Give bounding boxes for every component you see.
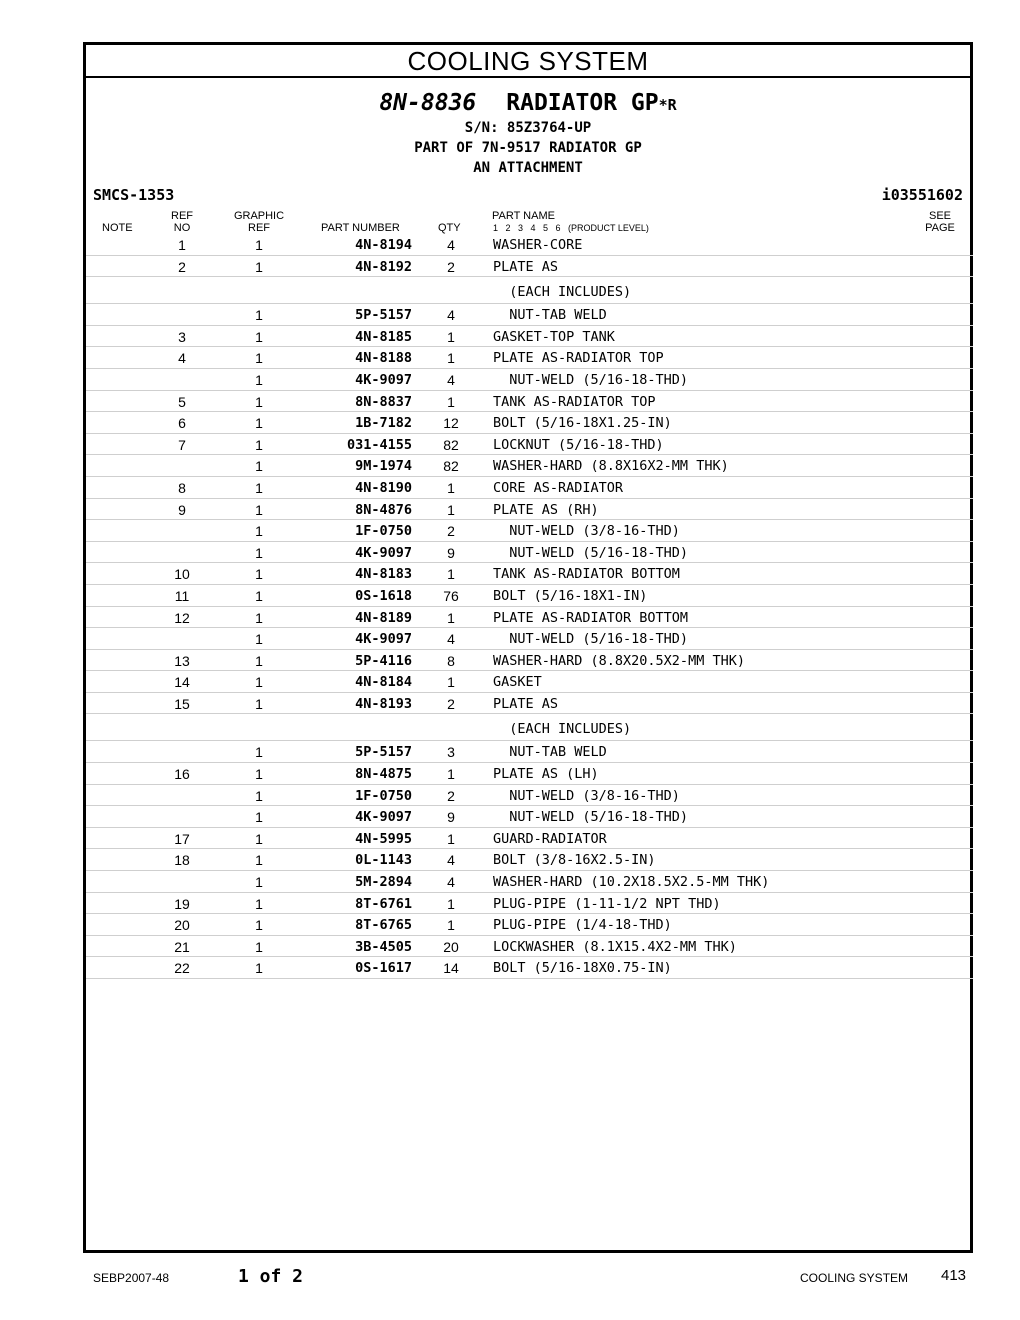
table-row [86,347,973,369]
part-number: 8N-4876 [355,501,412,518]
part-number: 031-4155 [346,436,412,453]
quantity: 2 [447,787,455,804]
part-name: PLATE AS (RH) [493,501,599,518]
illustration-id: i03551602 [881,186,963,204]
quantity: 12 [443,415,459,432]
ref-no: 15 [174,695,190,712]
col-ref-bottom: NO [173,222,191,234]
part-name: (EACH INCLUDES) [493,284,632,301]
graphic-ref: 1 [255,371,263,388]
ref-no: 6 [178,415,186,432]
table-row [86,763,973,785]
ref-no: 2 [178,258,186,275]
table-row [86,741,973,763]
part-number: 4N-5995 [355,830,412,847]
quantity: 1 [447,674,455,691]
ref-no: 18 [174,852,190,869]
graphic-ref: 1 [255,523,263,540]
part-number: 3B-4505 [355,938,412,955]
table-row [86,326,973,348]
table-row [86,828,973,850]
part-number: 5M-2894 [355,874,412,891]
part-number: 4N-8188 [355,350,412,367]
table-row [86,806,973,828]
table-row [86,304,973,326]
parts-table [86,234,973,979]
quantity: 1 [447,328,455,345]
part-name: GASKET [493,674,542,691]
ref-no: 4 [178,350,186,367]
part-number: 1F-0750 [355,523,412,540]
graphic-ref: 1 [255,544,263,561]
part-name: PLATE AS [493,695,559,712]
part-name: PLATE AS (LH) [493,766,599,783]
quantity: 4 [447,237,455,253]
part-name: WASHER-HARD (8.8X20.5X2-MM THK) [493,652,745,669]
part-number: 8N-8837 [355,393,412,410]
ref-no: 8 [178,479,186,496]
table-row [86,256,973,278]
quantity: 4 [447,874,455,891]
ref-no: 3 [178,328,186,345]
ref-no: 11 [174,587,190,604]
part-name: BOLT (5/16-18X1-IN) [493,587,648,604]
part-name: WASHER-CORE [493,237,583,253]
table-row [86,849,973,871]
ref-no: 13 [174,652,190,669]
col-ref-top: REF [171,210,193,222]
quantity: 4 [447,631,455,648]
ref-no: 21 [174,938,190,955]
part-name: NUT-WELD (5/16-18-THD) [493,544,689,561]
part-number: 0L-1143 [355,852,412,869]
part-name: BOLT (5/16-18X1.25-IN) [493,415,672,432]
ref-no: 5 [178,393,186,410]
quantity: 2 [447,258,455,275]
part-number: 4N-8192 [355,258,412,275]
part-number: 4K-9097 [355,371,412,388]
quantity: 8 [447,652,455,669]
quantity: 76 [443,587,459,604]
part-number: 5P-5157 [355,744,412,761]
table-row [86,871,973,893]
ref-no: 12 [174,609,190,626]
part-number: 4N-8185 [355,328,412,345]
group-name: RADIATOR GP [506,90,659,116]
col-product-levels: 1 2 3 4 5 6 (PRODUCT LEVEL) [493,223,649,233]
quantity: 82 [443,436,459,453]
col-part-name: PART NAME [492,210,555,222]
graphic-ref: 1 [255,566,263,583]
part-name: BOLT (5/16-18X0.75-IN) [493,960,672,977]
graphic-ref: 1 [255,501,263,518]
part-number: 4N-8194 [355,237,412,253]
quantity: 1 [447,393,455,410]
part-name: LOCKWASHER (8.1X15.4X2-MM THK) [493,938,737,955]
ref-no: 19 [174,895,190,912]
part-number: 8T-6765 [355,917,412,934]
table-row [86,650,973,672]
page-of-count: 1 of 2 [238,1266,304,1287]
col-note: NOTE [102,222,133,234]
table-row [86,563,973,585]
attachment-line: AN ATTACHMENT [473,160,583,176]
graphic-ref: 1 [255,328,263,345]
graphic-ref: 1 [255,874,263,891]
parts-page-frame [83,42,973,1253]
quantity: 2 [447,695,455,712]
part-of-line: PART OF 7N-9517 RADIATOR GP [414,140,642,156]
part-name: PLATE AS [493,258,559,275]
section-title: COOLING SYSTEM [86,45,970,78]
part-number: 4N-8190 [355,479,412,496]
table-row [86,785,973,807]
part-name: PLATE AS-RADIATOR BOTTOM [493,609,689,626]
graphic-ref: 1 [255,350,263,367]
graphic-ref: 1 [255,766,263,783]
part-number: 8T-6761 [355,895,412,912]
table-row [86,412,973,434]
table-row [86,277,973,304]
graphic-ref: 1 [255,917,263,934]
table-row [86,914,973,936]
ref-no: 14 [174,674,190,691]
graphic-ref: 1 [255,587,263,604]
table-row [86,520,973,542]
part-name: GUARD-RADIATOR [493,830,607,847]
graphic-ref: 1 [255,674,263,691]
part-name: TANK AS-RADIATOR TOP [493,393,656,410]
quantity: 9 [447,544,455,561]
ref-no: 16 [174,766,190,783]
quantity: 2 [447,523,455,540]
part-number: 5P-4116 [355,652,412,669]
table-row [86,391,973,413]
col-graphic-top: GRAPHIC [233,210,285,222]
quantity: 1 [447,479,455,496]
group-mark: *R [658,96,677,114]
smcs-code: SMCS-1353 [93,186,175,204]
footer-section: COOLING SYSTEM [800,1271,909,1285]
part-number: 4N-8183 [355,566,412,583]
table-row [86,477,973,499]
table-row [86,671,973,693]
part-number: 4K-9097 [355,544,412,561]
table-row [86,957,973,979]
graphic-ref: 1 [255,809,263,826]
serial-range: S/N: 85Z3764-UP [464,120,592,136]
col-qty: QTY [438,222,461,234]
quantity: 1 [447,917,455,934]
quantity: 1 [447,501,455,518]
quantity: 1 [447,895,455,912]
part-number: 4N-8189 [355,609,412,626]
part-number: 0S-1617 [355,960,412,977]
part-name: NUT-TAB WELD [493,307,607,324]
part-name: BOLT (3/8-16X2.5-IN) [493,852,656,869]
part-number: 4N-8184 [355,674,412,691]
part-name: TANK AS-RADIATOR BOTTOM [493,566,680,583]
quantity: 82 [443,458,459,475]
table-row [86,936,973,958]
quantity: 4 [447,307,455,324]
quantity: 14 [443,960,459,977]
part-name: GASKET-TOP TANK [493,328,615,345]
ref-no: 22 [174,960,190,977]
part-name: NUT-WELD (5/16-18-THD) [493,631,689,648]
table-row [86,628,973,650]
graphic-ref: 1 [255,458,263,475]
part-name: NUT-WELD (3/8-16-THD) [493,523,680,540]
quantity: 9 [447,809,455,826]
graphic-ref: 1 [255,787,263,804]
graphic-ref: 1 [255,852,263,869]
part-number: 4K-9097 [355,631,412,648]
part-name: NUT-WELD (5/16-18-THD) [493,809,689,826]
quantity: 20 [443,938,459,955]
graphic-ref: 1 [255,307,263,324]
graphic-ref: 1 [255,895,263,912]
part-name: NUT-TAB WELD [493,744,607,761]
page-number: 413 [941,1267,967,1284]
group-heading [86,89,970,119]
part-name: LOCKNUT (5/16-18-THD) [493,436,664,453]
table-row [86,499,973,521]
table-row [86,455,973,477]
col-graphic-bottom: REF [248,222,270,234]
ref-no: 7 [178,436,186,453]
quantity: 1 [447,566,455,583]
table-row [86,714,973,741]
ref-no: 1 [178,237,186,253]
table-row [86,585,973,607]
graphic-ref: 1 [255,830,263,847]
document-id: SEBP2007-48 [93,1271,170,1285]
table-row [86,893,973,915]
table-row [86,693,973,715]
ref-no: 20 [174,917,190,934]
part-number: 9M-1974 [355,458,412,475]
ref-no: 10 [174,566,190,583]
part-name: (EACH INCLUDES) [493,721,632,738]
graphic-ref: 1 [255,695,263,712]
graphic-ref: 1 [255,631,263,648]
part-name: PLUG-PIPE (1-11-1/2 NPT THD) [493,895,721,912]
part-number: 4N-8193 [355,695,412,712]
graphic-ref: 1 [255,436,263,453]
table-row [86,369,973,391]
part-name: NUT-WELD (3/8-16-THD) [493,787,680,804]
part-number: 1B-7182 [355,415,412,432]
ref-no: 9 [178,501,186,518]
part-name: WASHER-HARD (10.2X18.5X2.5-MM THK) [493,874,770,891]
table-row [86,234,973,256]
graphic-ref: 1 [255,652,263,669]
quantity: 1 [447,350,455,367]
quantity: 4 [447,852,455,869]
part-number: 1F-0750 [355,787,412,804]
part-number: 4K-9097 [355,809,412,826]
part-name: WASHER-HARD (8.8X16X2-MM THK) [493,458,729,475]
graphic-ref: 1 [255,960,263,977]
quantity: 1 [447,609,455,626]
part-number: 8N-4875 [355,766,412,783]
quantity: 4 [447,371,455,388]
graphic-ref: 1 [255,258,263,275]
graphic-ref: 1 [255,393,263,410]
group-part-number: 8N-8836 [379,90,477,116]
graphic-ref: 1 [255,609,263,626]
graphic-ref: 1 [255,237,263,253]
graphic-ref: 1 [255,938,263,955]
quantity: 1 [447,830,455,847]
quantity: 3 [447,744,455,761]
graphic-ref: 1 [255,415,263,432]
graphic-ref: 1 [255,479,263,496]
ref-no: 17 [174,830,190,847]
table-row [86,607,973,629]
part-name: PLATE AS-RADIATOR TOP [493,350,664,367]
quantity: 1 [447,766,455,783]
table-row [86,542,973,564]
col-part-number: PART NUMBER [321,222,400,234]
part-name: PLUG-PIPE (1/4-18-THD) [493,917,672,934]
col-see-bottom: PAGE [925,222,955,234]
table-row [86,434,973,456]
part-name: CORE AS-RADIATOR [493,479,624,496]
part-number: 5P-5157 [355,307,412,324]
graphic-ref: 1 [255,744,263,761]
part-name: NUT-WELD (5/16-18-THD) [493,371,689,388]
col-see-top: SEE [928,210,951,222]
part-number: 0S-1618 [355,587,412,604]
